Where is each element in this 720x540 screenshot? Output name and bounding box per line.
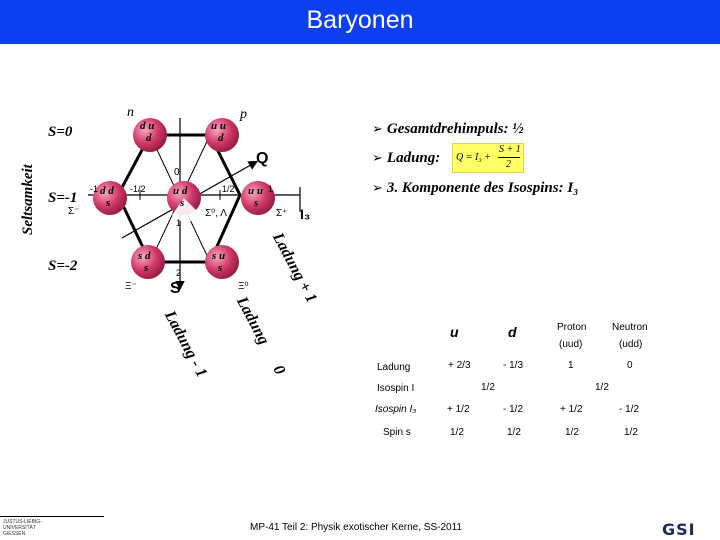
table-row-spin-u: 1/2 (450, 427, 464, 438)
n-quarks-bot: d (146, 132, 152, 144)
footer-course-text: MP-41 Teil 2: Physik exotischer Kerne, SS-2011 (250, 522, 462, 533)
xi-minus-label: Ξ⁻ (125, 281, 137, 292)
xi-minus-quarks-top: s d (138, 250, 151, 262)
arrow-bullet-icon: ➢ (372, 122, 383, 137)
table-row-ladung-n: 0 (627, 360, 633, 371)
bullet-charge: ➢ Ladung: (372, 150, 441, 166)
table-header-neutron-quarks: (udd) (619, 339, 643, 350)
slide-title: Baryonen (306, 6, 414, 34)
n-label: n (127, 105, 134, 120)
p-label: p (240, 107, 247, 122)
table-row-i3-n: - 1/2 (619, 404, 640, 415)
row-label-s0: S=0 (48, 124, 73, 140)
tick-one-top: 1 (176, 218, 182, 228)
table-row-i3-d: - 1/2 (503, 404, 524, 415)
xi0-quarks-top: s u (212, 250, 226, 262)
table-row-i3-p: + 1/2 (560, 404, 583, 415)
table-row-spin-d: 1/2 (507, 427, 521, 438)
q-axis-label: Q (256, 150, 269, 167)
table-row-i3-u: + 1/2 (447, 404, 470, 415)
p-quarks-bot: d (218, 132, 224, 144)
table-row-spin-p: 1/2 (565, 427, 579, 438)
bullet-spin: ➢ Gesamtdrehimpuls: ½ (372, 121, 524, 137)
sigma-minus-quarks-top: d d (100, 185, 114, 197)
table-row-isospin-pn: 1/2 (595, 382, 609, 393)
tick-minus-half: -1/2 (130, 184, 146, 194)
tick-two: 2 (176, 268, 182, 278)
sigma0-quarks-top: u d (173, 185, 188, 197)
tick-half: 1/2 (222, 184, 235, 194)
table-row-isospin-ud: 1/2 (481, 382, 495, 393)
university-logo (3, 519, 63, 539)
arrow-bullet-icon: ➢ (372, 181, 383, 196)
xi0-label: Ξ⁰ (238, 281, 249, 292)
uni-logo-line1: JUSTUS-LIEBIG- (3, 519, 42, 525)
table-row-ladung-label: Ladung (377, 362, 411, 373)
table-row-ladung-d: - 1/3 (503, 360, 524, 371)
charge-formula (452, 143, 524, 173)
arrow-bullet-icon: ➢ (372, 151, 383, 166)
p-quarks-top: u u (211, 120, 226, 132)
sigma-plus-quarks-top: u u (248, 185, 263, 197)
sigma-plus-quarks-bot: s (254, 197, 259, 209)
uni-logo-line2: UNIVERSITÄT (3, 525, 37, 531)
table-header-d: d (508, 324, 517, 340)
charge-zero-label: Ladung 0 (232, 294, 289, 378)
sigma0-quarks-bot: s (180, 197, 185, 209)
table-row-spin-label: Spin s (383, 427, 411, 438)
table-header-proton-quarks: (uud) (559, 339, 583, 350)
table-header-neutron: Neutron (612, 322, 648, 333)
table-row-spin-n: 1/2 (624, 427, 638, 438)
charge-minus-label: Ladung - 1 (160, 308, 211, 381)
tick-plus1: 1 (268, 184, 274, 194)
xi0-quarks-bot: s (218, 262, 223, 274)
formula-q: Q = I₃ + (456, 152, 492, 163)
sigma-plus-label: Σ⁺ (276, 208, 288, 219)
table-row-isospin-label: Isospin I (377, 383, 415, 394)
row-label-s1: S=-1 (48, 190, 78, 206)
bullet-isospin: ➢ 3. Komponente des Isospins: I₃ (372, 180, 579, 196)
table-header-u: u (450, 324, 459, 340)
s-axis-label: S (170, 280, 181, 297)
formula-numerator: S + 1 (499, 144, 521, 155)
strangeness-axis-label: Seltsamkeit (20, 164, 36, 235)
tick-minus1: -1 (90, 184, 99, 194)
gsi-logo: GSI (662, 520, 696, 539)
table-row-ladung-p: 1 (568, 360, 574, 371)
formula-fraction-line (498, 157, 520, 158)
i3-axis-label: I₃ (300, 206, 311, 222)
footer-divider (0, 516, 104, 517)
n-quarks-top: d u (140, 120, 155, 132)
tick-zero: 0 (174, 167, 180, 178)
row-label-s2: S=-2 (48, 258, 78, 274)
sigma-minus-label: Σ⁻ (68, 206, 80, 217)
formula-denominator: 2 (506, 159, 511, 170)
table-row-ladung-u: + 2/3 (448, 360, 471, 371)
xi-minus-quarks-bot: s (144, 262, 149, 274)
sigma-minus-quarks-bot: s (106, 197, 111, 209)
charge-plus-label: Ladung + 1 (268, 230, 321, 306)
table-row-i3-label: Isospin I₃ (375, 404, 417, 415)
sigma0-lambda-label: Σ⁰, Λ (205, 208, 227, 219)
table-header-proton: Proton (557, 322, 587, 333)
uni-logo-line3: GIESSEN (3, 531, 26, 537)
